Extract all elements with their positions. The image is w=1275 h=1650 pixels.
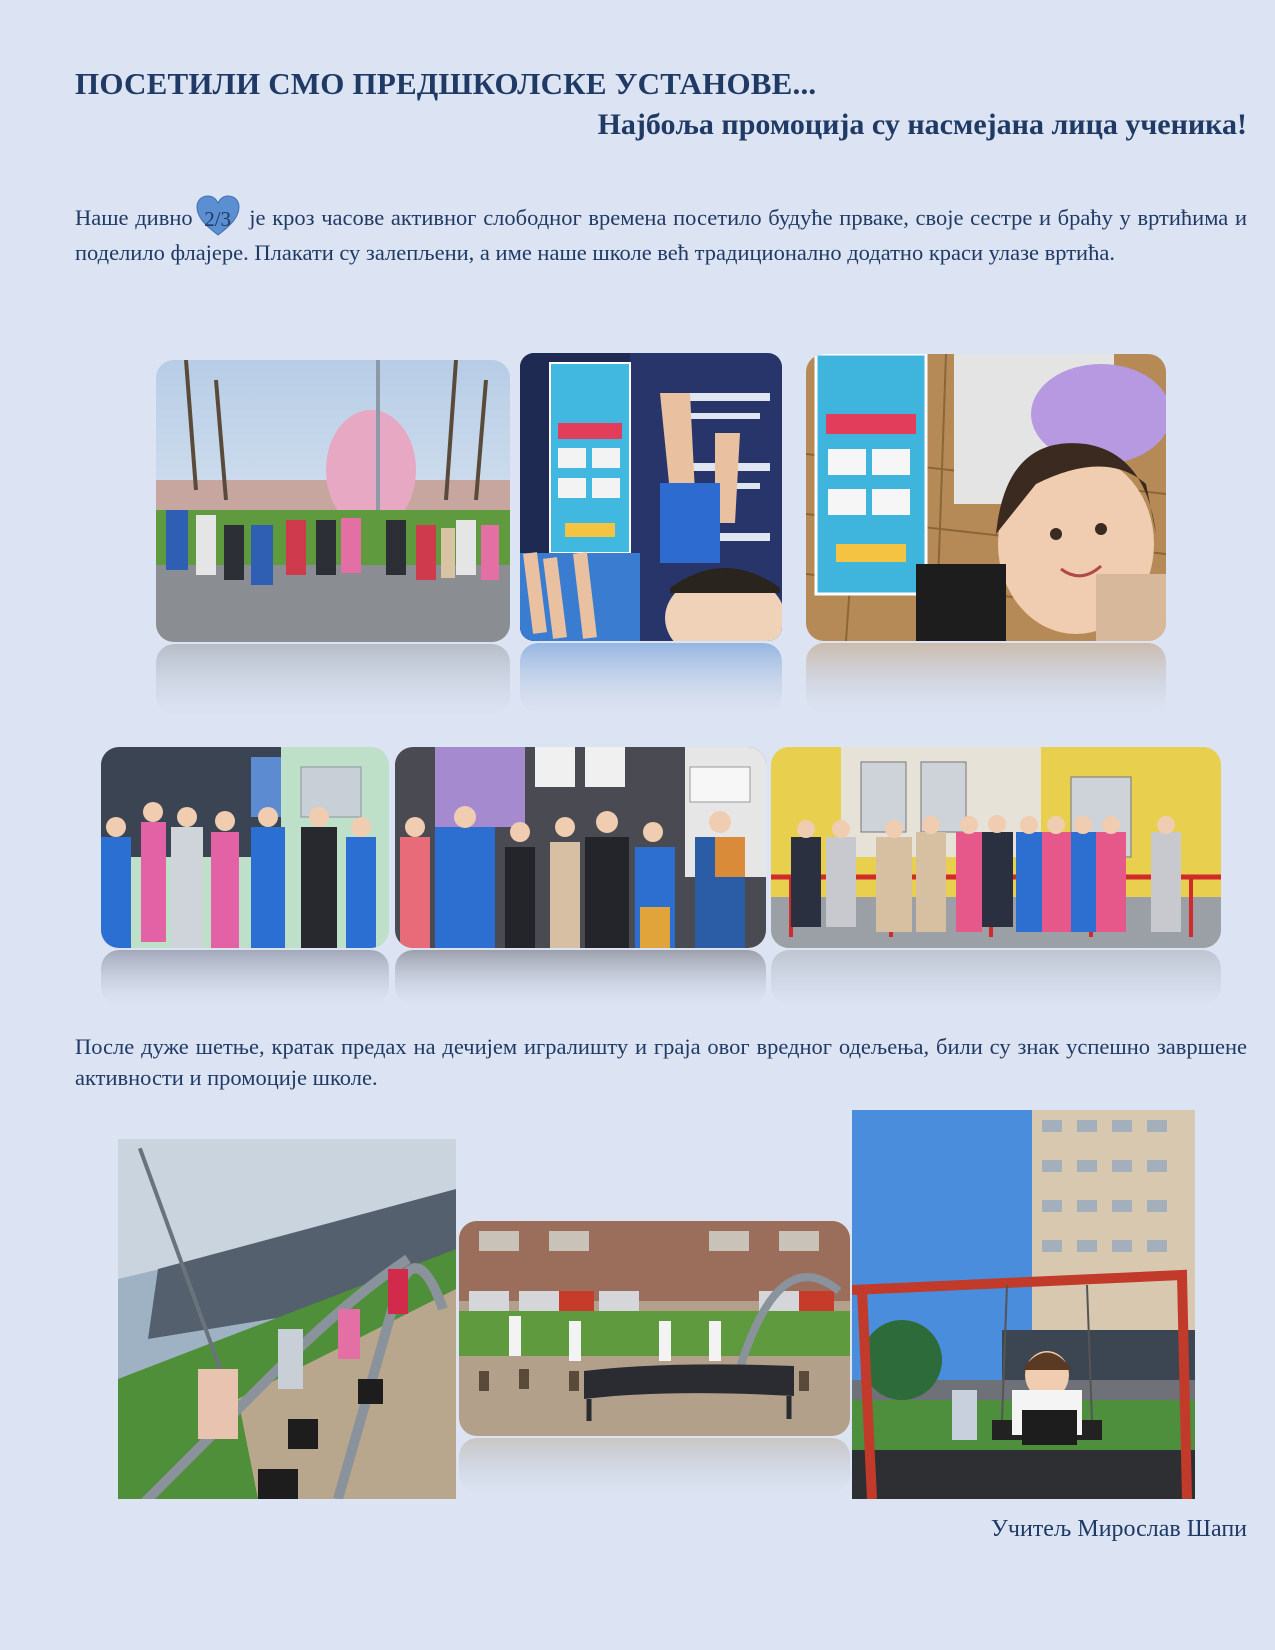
photo-poster-hands xyxy=(520,353,782,641)
intro-text-end: је кроз часове активног слободног времена посетило будуће прваке, своје сестре и браћу у вртићима и поделило флајере. Плакати су залепљени, а име наше школе већ традиционално додатно краси улазе вртића. xyxy=(75,205,1247,265)
photo-playground-bench xyxy=(459,1221,850,1436)
photo-girl-swing xyxy=(852,1110,1195,1499)
photo-kids-park-blossom xyxy=(156,360,510,642)
photo-girl-poster xyxy=(806,354,1166,641)
signature: Учитељ Мирослав Шапи xyxy=(990,1516,1247,1542)
photo-reflection xyxy=(101,950,389,1005)
page-title: ПОСЕТИЛИ СМО ПРЕДШКОЛСКЕ УСТАНОВЕ... xyxy=(75,66,817,101)
class-label: 2/3 xyxy=(204,207,232,231)
intro-paragraph xyxy=(75,195,1247,268)
photo-group-yellow-building xyxy=(771,747,1221,948)
photo-reflection xyxy=(520,643,782,713)
intro-text-start: Наше дивно xyxy=(75,205,193,230)
photo-playground-tilted xyxy=(118,1139,456,1499)
photo-reflection xyxy=(806,643,1166,713)
closing-paragraph: После дуже шетње, кратак предах на дечијем игралишту и граја овог вредног одељења, били су знак успешно завршене активности и промоције школе. xyxy=(75,1034,1247,1090)
photo-reflection xyxy=(771,950,1221,1005)
photo-group-kindergarten-door xyxy=(395,747,766,948)
photo-reflection xyxy=(395,950,766,1005)
photo-reflection xyxy=(156,644,510,714)
page-subtitle: Најбоља промоција су насмејана лица ученика! xyxy=(597,108,1247,141)
heart-icon xyxy=(195,195,241,237)
photo-group-entrance-green xyxy=(101,747,389,948)
photo-reflection xyxy=(459,1438,850,1493)
